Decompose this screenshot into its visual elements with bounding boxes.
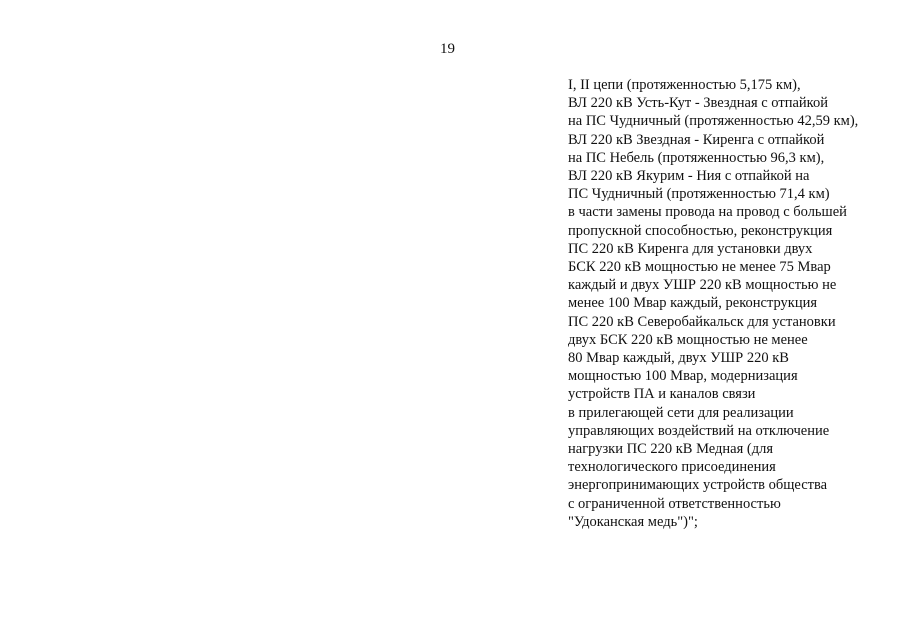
text-line: в прилегающей сети для реализации	[568, 404, 794, 421]
text-line: на ПС Чудничный (протяженностью 42,59 км),	[568, 113, 859, 130]
text-line: на ПС Небель (протяженностью 96,3 км),	[568, 149, 825, 166]
text-line: в части замены провода на провод с большей	[568, 204, 847, 221]
page-number: 19	[440, 41, 455, 57]
text-line: 80 Мвар каждый, двух УШР 220 кВ	[568, 350, 789, 367]
text-line: с ограниченной ответственностью	[568, 495, 781, 512]
text-line: ВЛ 220 кВ Усть-Кут - Звездная с отпайкой	[568, 95, 828, 112]
text-line: ПС 220 кВ Северобайкальск для установки	[568, 313, 836, 330]
text-line: БСК 220 кВ мощностью не менее 75 Мвар	[568, 259, 831, 276]
text-line: двух БСК 220 кВ мощностью не менее	[568, 331, 808, 348]
text-line: менее 100 Мвар каждый, реконструкция	[568, 295, 818, 312]
text-line: "Удоканская медь")";	[568, 513, 698, 530]
text-line: ПС 220 кВ Киренга для установки двух	[568, 240, 813, 257]
text-line: управляющих воздействий на отключение	[568, 422, 830, 439]
body-text	[568, 76, 898, 531]
text-line: каждый и двух УШР 220 кВ мощностью не	[568, 277, 837, 294]
text-line: I, II цепи (протяженностью 5,175 км),	[568, 77, 801, 93]
text-line: ПС Чудничный (протяженностью 71,4 км)	[568, 186, 830, 203]
text-line: мощностью 100 Мвар, модернизация	[568, 368, 798, 385]
text-line: ВЛ 220 кВ Звездная - Киренга с отпайкой	[568, 131, 825, 148]
text-line: устройств ПА и каналов связи	[568, 386, 756, 403]
text-line: нагрузки ПС 220 кВ Медная (для	[568, 441, 774, 458]
text-line: энергопринимающих устройств общества	[568, 477, 828, 494]
text-line: ВЛ 220 кВ Якурим - Ния с отпайкой на	[568, 168, 810, 185]
text-line: технологического присоединения	[568, 459, 776, 476]
text-line: пропускной способностью, реконструкция	[568, 222, 833, 239]
